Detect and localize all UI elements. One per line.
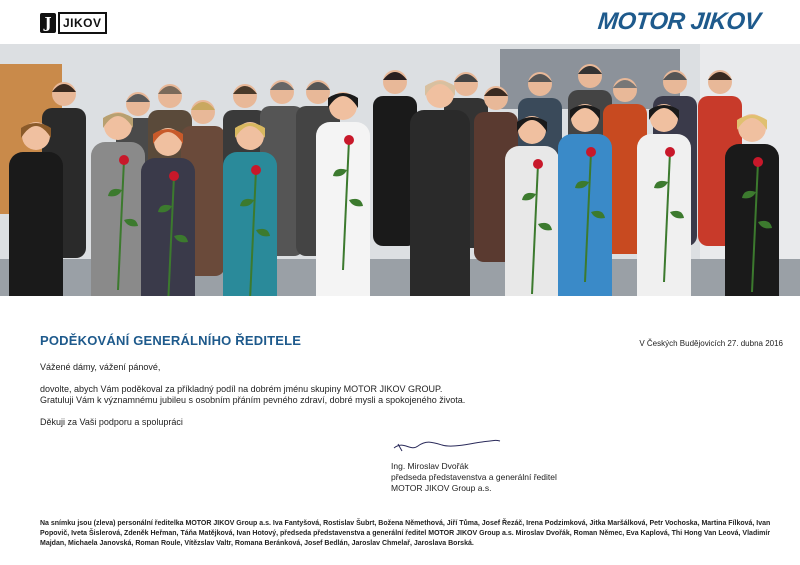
person-front-body — [9, 152, 63, 296]
document-title: PODĚKOVÁNÍ GENERÁLNÍHO ŘEDITELE — [40, 333, 302, 348]
rose-flower — [586, 147, 596, 157]
signer-role-line-1: předseda představenstva a generální ředitel — [391, 472, 557, 482]
person-front-body — [410, 110, 470, 296]
jikov-logo — [40, 12, 107, 34]
letter-paragraph-line-1: dovolte, abych Vám poděkoval za příkladný podíl na dobrém jménu skupiny MOTOR JIKOV GROUP. — [40, 384, 443, 394]
signer-name: Ing. Miroslav Dvořák — [391, 461, 469, 471]
jikov-logo-mark: J — [40, 13, 56, 33]
signature — [392, 436, 502, 456]
letter-paragraph-line-2: Gratuluji Vám k významnému jubileu s osobním přáním pevného zdraví, dobré mysli a spokojeného života. — [40, 395, 466, 405]
rose-flower — [119, 155, 129, 165]
signature-block — [391, 461, 557, 494]
motor-jikov-logo: MOTOR JIKOV — [596, 8, 762, 35]
person-front-body — [141, 158, 195, 296]
rose-flower — [169, 171, 179, 181]
rose-flower — [533, 159, 543, 169]
document-date: V Českých Budějovicích 27. dubna 2016 — [639, 339, 783, 348]
rose-flower — [251, 165, 261, 175]
letter-greeting: Vážené dámy, vážení pánové, — [40, 362, 161, 372]
rose-flower — [753, 157, 763, 167]
rose-flower — [344, 135, 354, 145]
rose-flower — [665, 147, 675, 157]
person-front-body — [223, 152, 277, 296]
signature-stroke — [394, 440, 500, 448]
group-photo — [0, 44, 800, 296]
signer-role-line-2: MOTOR JIKOV Group a.s. — [391, 483, 492, 493]
group-photo-image — [0, 44, 800, 296]
jikov-logo-text: JIKOV — [58, 12, 107, 34]
letter-thanks: Děkuji za Vaši podporu a spolupráci — [40, 417, 183, 427]
page-header — [0, 0, 800, 44]
photo-caption: Na snímku jsou (zleva) personální ředitelka MOTOR JIKOV Group a.s. Iva Fantyšová, Rostislav Šubrt, Božena Němethová, Jiří Tůma, Josef Řezáč, Irena Podzimková, Jitka Maršálková, Petr Vochoska, Martina Fílková, Ivan Popovič, Iveta Šislerová, Zdeněk Heřman, Táňa Matějková, Ivan Hotový, předseda představenstva a generální ředitel MOTOR JIKOV Group a.s. Miroslav Dvořák, Roman Němec, Eva Kaplová, Thi Hong Van Leová, Vladimír Majdan, Michaela Janovská, Roman Roule, Vítězslav Valtr, Romana Beránková, Josef Bedlán, Jaroslav Chmelař, Jaroslava Borská. — [40, 520, 771, 547]
